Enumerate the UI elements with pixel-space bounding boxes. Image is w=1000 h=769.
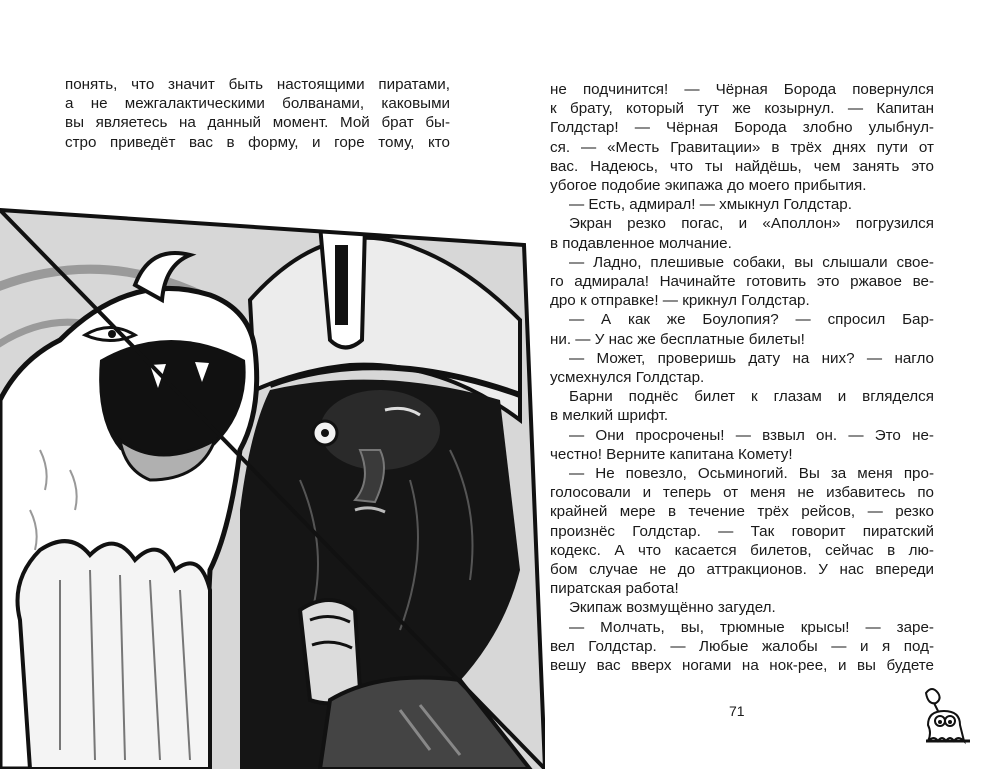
text-line: Голдстар! — Чёрная Борода злобно улыбнул-: [550, 119, 934, 137]
text-line: — Есть, адмирал! — хмыкнул Голдстар.: [569, 196, 852, 214]
text-line: в мелкий шрифт.: [550, 407, 669, 425]
text-line: — Не повезло, Осьминогий. Вы за меня про-: [569, 465, 934, 483]
text-line: — Молчать, вы, трюмные крысы! — заре-: [569, 618, 934, 636]
text-line: понять, что значит быть настоящими пиратами,: [65, 76, 450, 93]
text-line: дро к отправке! — крикнул Голдстар.: [550, 292, 810, 310]
octopus-mascot-icon: [914, 685, 976, 747]
text-line: в подавленное молчание.: [550, 234, 732, 252]
text-line: вы являетесь на данный момент. Мой брат бы-: [65, 114, 450, 132]
text-line: вас. Надеюсь, что ты найдёшь, чем занять это: [550, 157, 934, 175]
page-number: 71: [729, 703, 745, 719]
text-line: крайней мере в течение трёх рейсов, — резко: [550, 503, 934, 521]
text-line: стро приведёт вас в форму, и горе тому, кто: [65, 133, 450, 151]
text-line: вешу вас вверх ногами на нок-рее, и вы будете: [550, 657, 934, 675]
text-line: вел Голдстар. — Любые жалобы — и я под-: [550, 637, 934, 655]
text-line: — А как же Боулопия? — спросил Бар-: [569, 311, 934, 329]
text-line: пиратская работа!: [550, 580, 679, 598]
text-line: не подчинится! — Чёрная Борода повернулся: [550, 81, 934, 98]
text-line: ни. — У нас же бесплатные билеты!: [550, 330, 805, 348]
text-line: кодекс. А что касается билетов, сейчас в лю-: [550, 541, 934, 559]
text-line: усмехнулся Голдстар.: [550, 369, 705, 387]
text-line: убогое подобие экипажа до моего прибытия.: [550, 177, 867, 195]
text-line: бом случае не до аттракционов. У нас впереди: [550, 561, 934, 579]
text-line: честно! Верните капитана Комету!: [550, 445, 793, 463]
text-line: — Они просрочены! — взвыл он. — Это не-: [569, 426, 934, 444]
text-line: Экран резко погас, и «Аполлон» погрузился: [569, 215, 934, 233]
right-text-column: [550, 80, 934, 675]
text-line: — Ладно, плешивые собаки, вы слышали свое-: [569, 253, 934, 271]
text-line: Экипаж возмущённо загудел.: [569, 599, 776, 617]
text-line: а не межгалактическими болванами, каковыми: [65, 95, 450, 113]
text-line: к брату, который тут же козырнул. — Капитан: [550, 100, 934, 118]
text-line: ся. — «Месть Гравитации» в трёх днях пути от: [550, 138, 934, 156]
text-line: го адмирала! Начинайте готовить это ржавое ве-: [550, 273, 934, 291]
text-line: голосовали и теперь от меня не избавитесь по: [550, 484, 934, 502]
text-line: Барни поднёс билет к глазам и вгляделся: [569, 388, 934, 406]
left-text-column: [65, 75, 450, 152]
text-line: — Может, проверишь дату на них? — нагло: [569, 349, 934, 367]
text-line: произнёс Голдстар. — Так говорит пиратский: [550, 522, 934, 540]
pirate-illustration: [0, 150, 545, 769]
